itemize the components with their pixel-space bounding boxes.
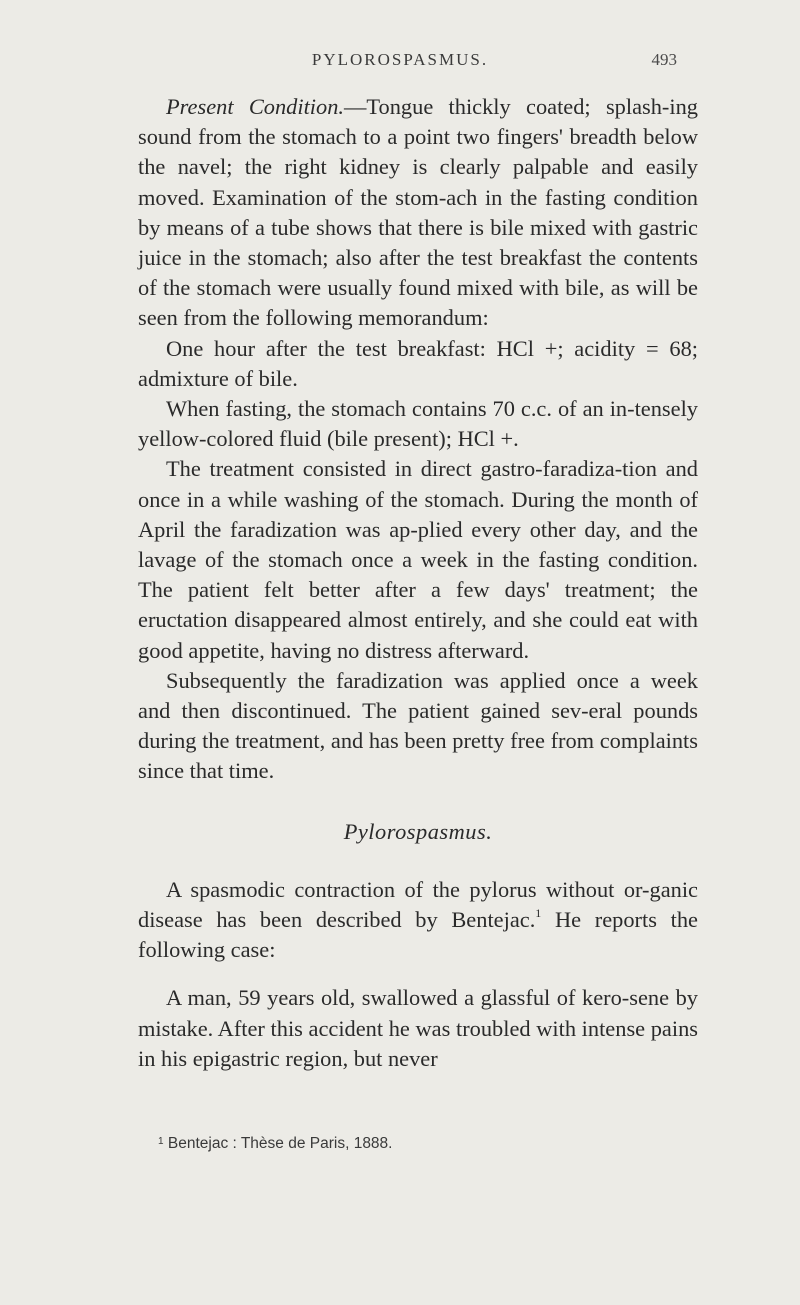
footnote-text: Bentejac : Thèse de Paris, 1888. — [167, 1135, 393, 1152]
running-head — [0, 50, 800, 74]
intro-paragraph — [138, 875, 698, 966]
treatment-paragraph: The treatment consisted in direct gastro-faradiza-tion and once in a while washing of the stomach. During the month of April the faradization was ap-plied every other day, and the lavage of the stomach once a week in the fasting condition. The patient felt better after a few days' treatment; the eructation disappeared almost entirely, and she could eat with good appetite, having no distress afterward. — [138, 456, 698, 663]
running-title: PYLOROSPASMUS. — [311, 50, 489, 69]
memo-line-2: When fasting, the stomach contains 70 c.c. of an in-tensely yellow-colored fluid (bile present); HCl +. — [138, 396, 698, 452]
footnote-mark: 1 — [158, 1136, 164, 1147]
subsequent-paragraph: Subsequently the faradization was applied once a week and then discontinued. The patient gained sev-eral pounds during the treatment, and has been pretty free from complaints since that time. — [138, 667, 698, 784]
footnote-reference: 1 — [535, 906, 542, 921]
present-condition-label: Present Condition. — [166, 94, 345, 119]
memo-line-1: One hour after the test breakfast: HCl +; acidity = 68; admixture of bile. — [138, 335, 698, 391]
present-condition-paragraph — [138, 92, 698, 334]
intro-tail: He reports the following case: — [138, 907, 698, 963]
page-number: 493 — [651, 50, 677, 69]
body-text — [138, 92, 698, 1074]
case-paragraph: A man, 59 years old, swallowed a glassful of kero-sene by mistake. After this accident he was troubled with intense pains in his epigastric region, but never — [138, 985, 698, 1071]
footnote — [158, 1135, 392, 1153]
section-heading: Pylorospasmus. — [343, 818, 493, 844]
intro-text: A spasmodic contraction of the pylorus without or-ganic disease has been described by Bentejac. — [138, 876, 698, 933]
present-condition-text: —Tongue thickly coated; splash-ing sound from the stomach to a point two fingers' breadth below the navel; the right kidney is clearly palpable and easily moved. Examination of the stom-ach in the fasting condition by means of a tube shows that there is bile mixed with gastric juice in the stomach; also after the test breakfast the contents of the stomach were usually found mixed with bile, as will be seen from the following memorandum: — [138, 94, 698, 331]
